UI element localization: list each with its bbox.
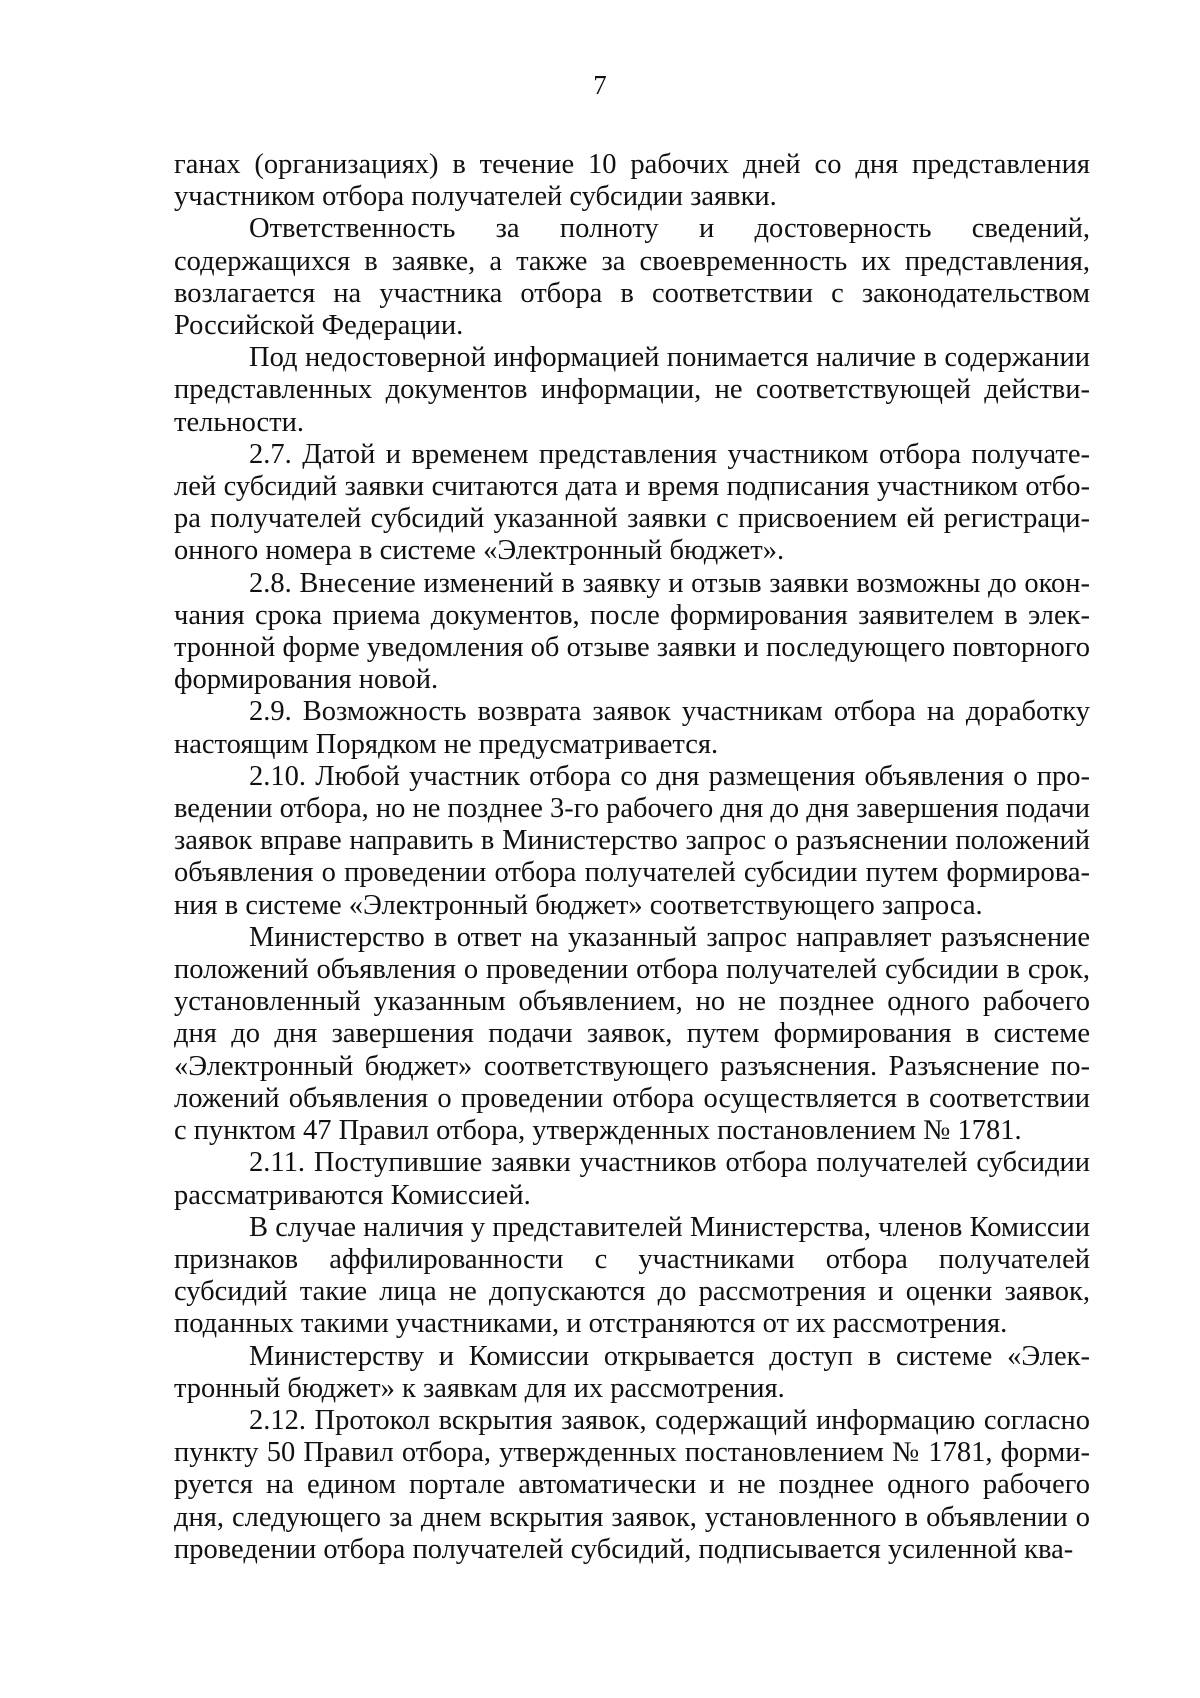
paragraph-2-8: 2.8. Внесение изменений в заявку и отзыв заявки возможны до окончания срока приема документов, после формирования заявителем в электронной форме уведомления об отзыве заявки и последующего повторного формирования новой. — [174, 567, 1090, 696]
paragraph-false-information: Под недостоверной информацией понимается наличие в содержании представленных документов информации, не соответствующей действительности. — [174, 342, 1090, 438]
page-number: 7 — [593, 70, 607, 100]
paragraph-2-12: 2.12. Протокол вскрытия заявок, содержащий информацию согласно пункту 50 Правил отбора, утвержденных постановлением № 1781, формируется на едином портале автоматически и не позднее одного рабочего дня, следующего за днем вскрытия заявок, установленного в объявлении о проведении отбора получателей субсидий, подписывается усиленной ква- — [174, 1404, 1090, 1565]
paragraph-ministry-response: Министерство в ответ на указанный запрос направляет разъяснение положений объявления о проведении отбора получателей субсидии в срок, установленный указанным объявлением, но не позднее одного рабочего дня до дня завершения подачи заявок, путем формирования в системе «Электронный бюджет» соответствующего разъяснения. Разъяснение положений объявления о проведении отбора осуществляется в соответствии с пунктом 47 Правил отбора, утвержденных постановлением № 1781. — [174, 921, 1090, 1147]
paragraph-responsibility: Ответственность за полноту и достоверность сведений, содержащихся в заявке, а также за своевременность их представления, возлагается на участника отбора в соответствии с законодательством Российской Федерации. — [174, 213, 1090, 342]
paragraph-2-7: 2.7. Датой и временем представления участником отбора получателей субсидий заявки считаются дата и время подписания участником отбора получателей субсидий указанной заявки с присвоением ей регистрационного номера в системе «Электронный бюджет». — [174, 438, 1090, 567]
paragraph-continuation: ганах (организациях) в течение 10 рабочих дней со дня представления участником отбора получателей субсидии заявки. — [174, 149, 1090, 213]
paragraph-2-11: 2.11. Поступившие заявки участников отбора получателей субсидии рассматриваются Комиссией. — [174, 1147, 1090, 1211]
paragraph-access: Министерству и Комиссии открывается доступ в системе «Электронный бюджет» к заявкам для их рассмотрения. — [174, 1340, 1090, 1404]
paragraph-2-9: 2.9. Возможность возврата заявок участникам отбора на доработку настоящим Порядком не предусматривается. — [174, 696, 1090, 760]
document-body — [174, 149, 1090, 1566]
paragraph-2-10: 2.10. Любой участник отбора со дня размещения объявления о проведении отбора, но не позднее 3-го рабочего дня до дня завершения подачи заявок вправе направить в Министерство запрос о разъяснении положений объявления о проведении отбора получателей субсидии путем формирования в системе «Электронный бюджет» соответствующего запроса. — [174, 760, 1090, 921]
paragraph-affiliation: В случае наличия у представителей Министерства, членов Комиссии признаков аффилированности с участниками отбора получателей субсидий такие лица не допускаются до рассмотрения и оценки заявок, поданных такими участниками, и отстраняются от их рассмотрения. — [174, 1211, 1090, 1340]
